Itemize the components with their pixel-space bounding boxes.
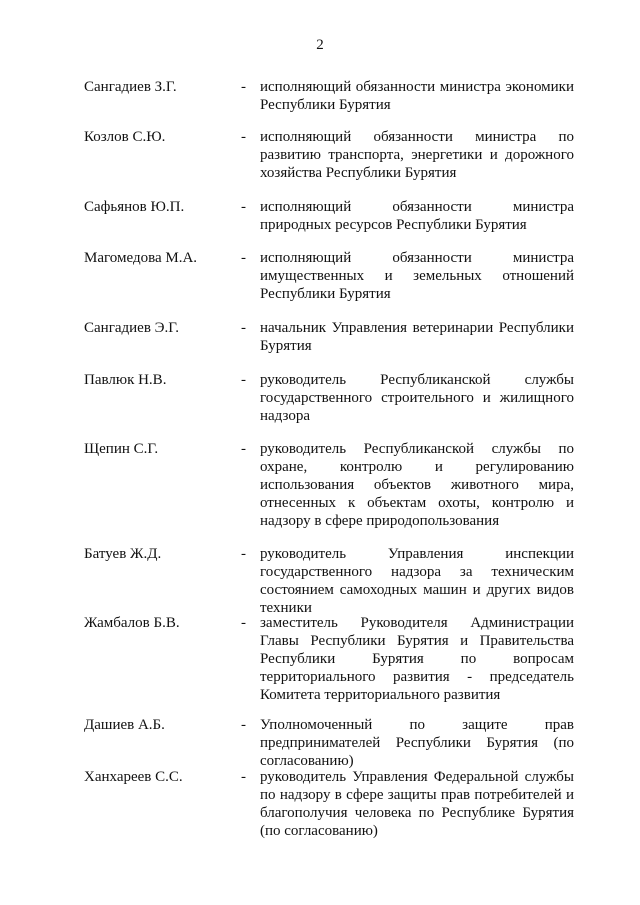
dash-separator: - [241,769,246,785]
position-description: Уполномоченный по защите прав предпринимателей Республики Бурятия (по согласованию) [260,717,574,769]
dash-separator: - [241,199,246,215]
position-description: начальник Управления ветеринарии Республики Бурятия [260,320,574,354]
dash-separator: - [241,372,246,388]
position-description: руководитель Республиканской службы по охране, контролю и регулированию использования объектов животного мира, отнесенных к объектам охоты, контролю и надзору в сфере природопользования [260,441,574,529]
dash-separator: - [241,79,246,95]
position-description: руководитель Управления инспекции государственного надзора за техническим состоянием самоходных машин и других видов техники [260,546,574,616]
person-name: Сангадиев З.Г. [84,79,177,95]
person-name: Ханхареев С.С. [84,769,183,785]
dash-separator: - [241,546,246,562]
person-name: Батуев Ж.Д. [84,546,162,562]
person-name: Дашиев А.Б. [84,717,165,733]
person-name: Козлов С.Ю. [84,129,166,145]
person-name: Щепин С.Г. [84,441,159,457]
position-description: исполняющий обязанности министра по развитию транспорта, энергетики и дорожного хозяйства Республики Бурятия [260,129,574,181]
position-description: исполняющий обязанности министра экономики Республики Бурятия [260,79,574,113]
dash-separator: - [241,320,246,336]
position-description: исполняющий обязанности министра природных ресурсов Республики Бурятия [260,199,574,233]
dash-separator: - [241,615,246,631]
dash-separator: - [241,129,246,145]
position-description: заместитель Руководителя Администрации Главы Республики Бурятия и Правительства Республики Бурятия по вопросам территориального развития - председатель Комитета территориального развития [260,615,574,703]
position-description: руководитель Управления Федеральной службы по надзору в сфере защиты прав потребителей и благополучия человека по Республике Бурятия (по согласованию) [260,769,574,839]
page-number: 2 [316,37,324,53]
position-description: исполняющий обязанности министра имущественных и земельных отношений Республики Бурятия [260,250,574,302]
dash-separator: - [241,717,246,733]
person-name: Павлюк Н.В. [84,372,167,388]
person-name: Жамбалов Б.В. [84,615,180,631]
person-name: Сангадиев Э.Г. [84,320,180,336]
position-description: руководитель Республиканской службы государственного строительного и жилищного надзора [260,372,574,424]
dash-separator: - [241,250,246,266]
person-name: Магомедова М.А. [84,250,198,266]
dash-separator: - [241,441,246,457]
person-name: Сафьянов Ю.П. [84,199,185,215]
